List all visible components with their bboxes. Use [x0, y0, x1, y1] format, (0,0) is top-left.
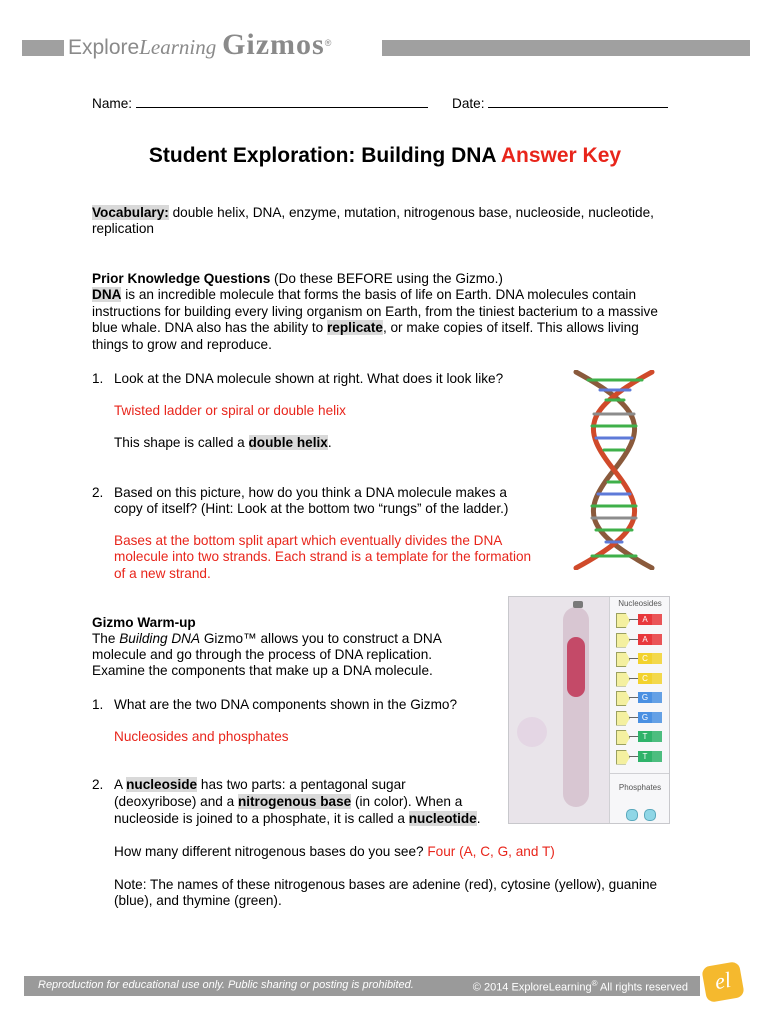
nucleosides-label: Nucleosides — [618, 599, 662, 608]
footer-copyright: © 2014 ExploreLearning® All rights reserved — [472, 979, 688, 994]
nucleoside-item[interactable] — [616, 613, 664, 626]
prior-paragraph-4: things to grow and reproduce. — [92, 337, 272, 352]
nucleoside-item[interactable] — [616, 633, 664, 646]
nitrogenous-base: T — [638, 731, 652, 742]
prior-paragraph-2: instructions for building every living organism on Earth, from the tiniest bacterium to a massive — [92, 304, 658, 319]
footer-notice: Reproduction for educational use only. Public sharing or posting is prohibited. — [38, 979, 414, 991]
double-helix-line: This shape is called a double helix. — [114, 435, 332, 450]
name-field[interactable]: Name: — [92, 94, 428, 112]
prior-paragraph-1: DNA is an incredible molecule that forms the basis of life on Earth. DNA molecules contain — [92, 287, 637, 302]
sugar-pentagon-icon — [616, 613, 630, 628]
nucleoside-item[interactable] — [616, 672, 664, 685]
header-bar-left — [22, 40, 64, 56]
explorelearning-logo-icon: el — [701, 961, 745, 1003]
gizmo-screenshot — [508, 596, 670, 824]
prior-a1: Twisted ladder or spiral or double helix — [114, 403, 346, 418]
nitrogenous-base: C — [638, 653, 652, 664]
prior-q2-line-1: 2. Based on this picture, how do you think a DNA molecule makes a — [92, 485, 507, 500]
nitrogenous-base: T — [638, 751, 652, 762]
phosphates-label: Phosphates — [618, 783, 662, 792]
nucleoside-item[interactable] — [616, 711, 664, 724]
nitrogenous-base: G — [638, 692, 652, 703]
warmup-note-line-1: Note: The names of these nitrogenous bases are adenine (red), cytosine (yellow), guanine — [114, 877, 658, 892]
warmup-q1: 1. What are the two DNA components shown in the Gizmo? — [92, 697, 458, 712]
warmup-a1: Nucleosides and phosphates — [114, 729, 289, 744]
prior-q1: 1. Look at the DNA molecule shown at right. What does it look like? — [92, 371, 504, 386]
sugar-pentagon-icon — [616, 730, 630, 745]
nucleoside-item[interactable] — [616, 730, 664, 743]
phosphate-circle[interactable] — [644, 809, 656, 821]
gizmo-tray — [609, 597, 670, 823]
sugar-pentagon-icon — [616, 633, 630, 648]
phosphate-circle[interactable] — [626, 809, 638, 821]
page-title: Student Exploration: Building DNA Answer Key — [148, 144, 622, 167]
nitrogenous-base: A — [638, 634, 652, 645]
prior-a2-line-3: of a new strand. — [114, 566, 211, 581]
nucleoside-item[interactable] — [616, 691, 664, 704]
warmup-q2-line-1: 2. A nucleoside has two parts: a pentagonal sugar — [92, 777, 406, 792]
nitrogenous-base: A — [638, 614, 652, 625]
warmup-paragraph-3: Examine the components that make up a DNA molecule. — [92, 663, 433, 678]
sugar-pentagon-icon — [616, 711, 630, 726]
warmup-q2-line-3: nucleoside is joined to a phosphate, it is called a nucleotide. — [114, 811, 481, 826]
prior-a2-line-2: molecule into two strands. Each strand is a template for the formation — [114, 549, 532, 564]
prior-paragraph-3: blue whale. DNA also has the ability to replicate, or make copies of itself. This allows living — [92, 320, 639, 335]
sugar-pentagon-icon — [616, 652, 630, 667]
prior-heading: Prior Knowledge Questions (Do these BEFORE using the Gizmo.) — [92, 271, 503, 286]
sugar-pentagon-icon — [616, 672, 630, 687]
warmup-note-line-2: (blue), and thymine (green). — [114, 893, 282, 908]
warmup-heading: Gizmo Warm-up — [92, 615, 196, 630]
gizmo-cell-area — [509, 597, 609, 823]
prior-q2-line-2: copy of itself? (Hint: Look at the bottom two “rungs” of the ladder.) — [114, 501, 509, 516]
prior-a2-line-1: Bases at the bottom split apart which eventually divides the DNA — [114, 533, 503, 548]
header-bar-right — [382, 40, 750, 56]
camera-icon[interactable] — [573, 601, 583, 608]
warmup-q3: How many different nitrogenous bases do you see? Four (A, C, G, and T) — [114, 844, 555, 859]
nitrogenous-base: G — [638, 712, 652, 723]
sugar-pentagon-icon — [616, 691, 630, 706]
footer-bar — [24, 976, 700, 996]
brand-logo: ExploreLearning Gizmos® — [68, 28, 332, 61]
vocabulary-line-2: replication — [92, 221, 154, 236]
nucleoside-item[interactable] — [616, 652, 664, 665]
dna-double-helix-image — [566, 370, 662, 570]
nucleoside-item[interactable] — [616, 750, 664, 763]
warmup-q2-line-2: (deoxyribose) and a nitrogenous base (in color). When a — [114, 794, 463, 809]
sugar-pentagon-icon — [616, 750, 630, 765]
nitrogenous-base: C — [638, 673, 652, 684]
date-field[interactable]: Date: — [452, 94, 668, 112]
warmup-paragraph-2: molecule and go through the process of DNA replication. — [92, 647, 433, 662]
vocabulary-line-1: Vocabulary: double helix, DNA, enzyme, mutation, nitrogenous base, nucleoside, nucleotide, — [92, 205, 654, 220]
warmup-paragraph-1: The Building DNA Gizmo™ allows you to construct a DNA — [92, 631, 442, 646]
